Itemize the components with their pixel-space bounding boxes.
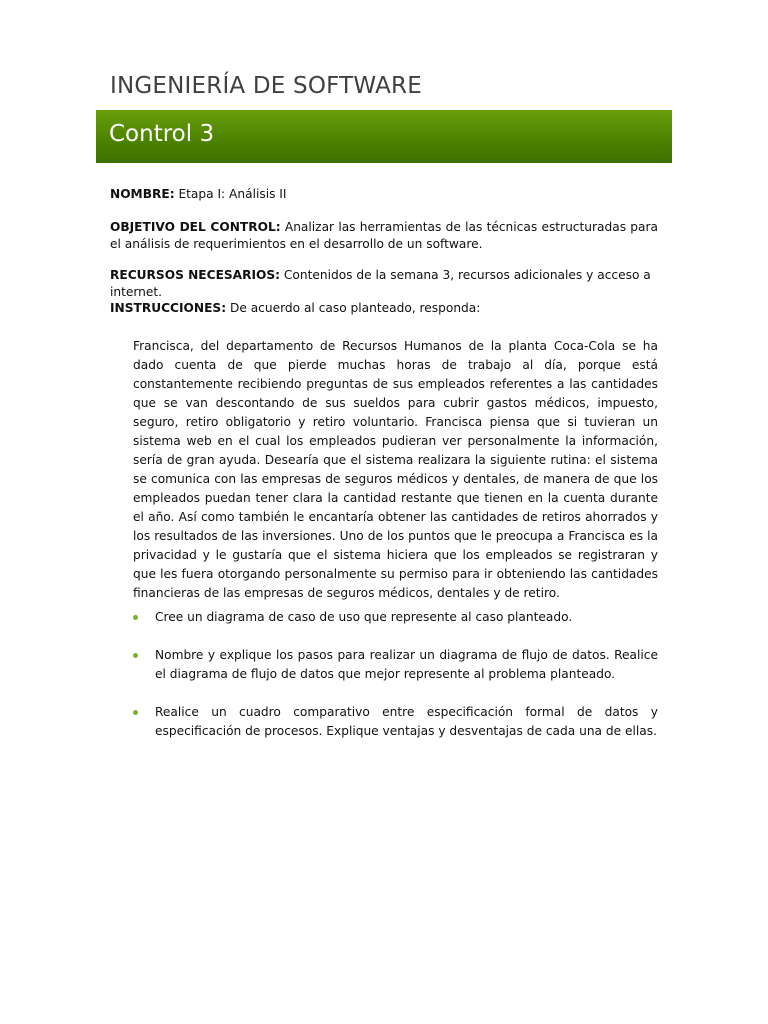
objetivo-label: OBJETIVO DEL CONTROL: xyxy=(110,220,281,234)
task-text: Cree un diagrama de caso de uso que represente al caso planteado. xyxy=(155,610,573,624)
control-banner xyxy=(96,110,672,163)
nombre-line xyxy=(110,186,658,203)
nombre-label: NOMBRE: xyxy=(110,187,175,201)
instrucciones-label: INSTRUCCIONES: xyxy=(110,301,227,315)
bullet-dot-icon xyxy=(133,653,138,658)
recursos-line xyxy=(110,267,658,301)
banner-title: Control 3 xyxy=(109,121,215,147)
objetivo-value: Analizar las herramientas de las técnicas estructuradas para el análisis de requerimientos en el desarrollo de un software. xyxy=(110,220,658,251)
bullet-dot-icon xyxy=(133,710,138,715)
course-title: INGENIERÍA DE SOFTWARE xyxy=(110,73,422,99)
task-text: Realice un cuadro comparativo entre especificación formal de datos y especificación de procesos. Explique ventajas y desventajas de cada una de ellas. xyxy=(155,705,658,738)
task-item-1 xyxy=(133,608,658,627)
task-item-2 xyxy=(133,646,658,684)
case-paragraph: Francisca, del departamento de Recursos Humanos de la planta Coca-Cola se ha dado cuenta de que pierde muchas horas de trabajo al día, porque está constantemente recibiendo preguntas de sus empleados referentes a las cantidades que se van descontando de sus sueldos para cubrir gastos médicos, impuesto, seguro, retiro obligatorio y retiro voluntario. Francisca piensa que si tuvieran un sistema web en el cual los empleados pudieran ver personalmente la información, sería de gran ayuda. Desearía que el sistema realizara la siguiente rutina: el sistema se comunica con las empresas de seguros médicos y dentales, de manera de que los empleados puedan tener clara la cantidad restante que tienen en la cuenta durante el año. Así como también le encantaría obtener las cantidades de retiros ahorrados y los resultados de las inversiones. Uno de los puntos que le preocupa a Francisca es la privacidad y le gustaría que el sistema hiciera que los empleados se registraran y que les fuera otorgando personalmente su permiso para ir obteniendo las cantidades financieras de las empresas de seguros médicos, dentales y de retiro. xyxy=(133,339,658,600)
task-item-3 xyxy=(133,703,658,741)
nombre-value: Etapa I: Análisis II xyxy=(178,187,287,201)
bullet-dot-icon xyxy=(133,615,138,620)
recursos-label: RECURSOS NECESARIOS: xyxy=(110,268,281,282)
objetivo-paragraph xyxy=(110,219,658,253)
instrucciones-line xyxy=(110,300,658,317)
recursos-value: Contenidos de la semana 3, recursos adicionales y acceso a internet. xyxy=(110,268,651,299)
task-text: Nombre y explique los pasos para realizar un diagrama de flujo de datos. Realice el diagrama de flujo de datos que mejor represente al problema planteado. xyxy=(155,648,658,681)
instrucciones-value: De acuerdo al caso planteado, responda: xyxy=(229,301,481,315)
